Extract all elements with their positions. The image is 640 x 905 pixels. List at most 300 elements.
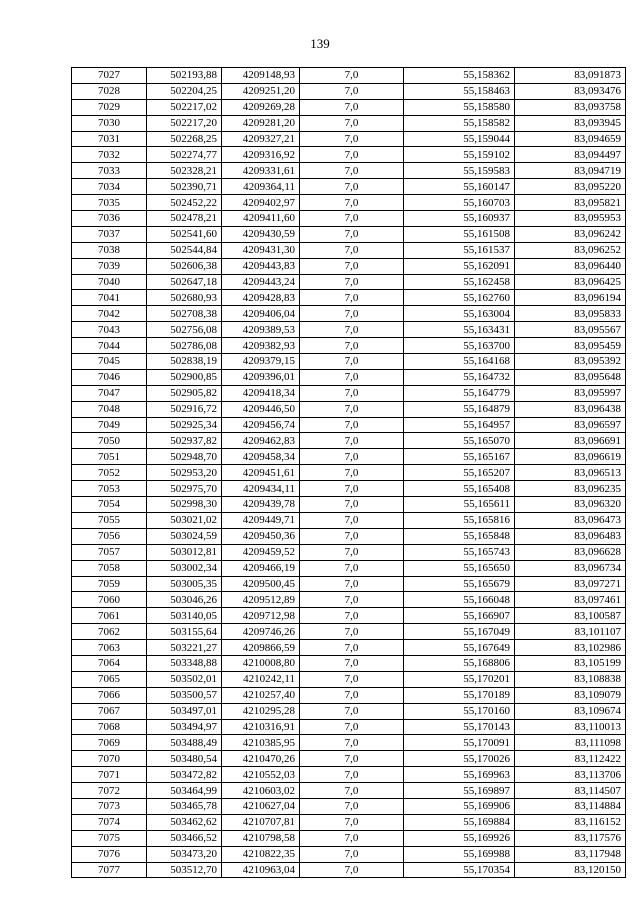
y-coordinate-cell: 4209389,53 — [222, 322, 300, 338]
longitude-cell: 83,096425 — [515, 274, 626, 290]
width-cell: 7,0 — [300, 369, 404, 385]
x-coordinate-cell: 503221,27 — [147, 640, 222, 656]
latitude-cell: 55,161537 — [404, 242, 515, 258]
longitude-cell: 83,120150 — [515, 862, 626, 878]
point-number-cell: 7070 — [72, 751, 147, 767]
y-coordinate-cell: 4209251,20 — [222, 83, 300, 99]
width-cell: 7,0 — [300, 846, 404, 862]
longitude-cell: 83,095459 — [515, 338, 626, 354]
longitude-cell: 83,096438 — [515, 401, 626, 417]
latitude-cell: 55,159044 — [404, 131, 515, 147]
point-number-cell: 7035 — [72, 195, 147, 211]
width-cell: 7,0 — [300, 401, 404, 417]
table-row — [72, 338, 626, 354]
longitude-cell: 83,112422 — [515, 751, 626, 767]
y-coordinate-cell: 4209449,71 — [222, 512, 300, 528]
point-number-cell: 7039 — [72, 258, 147, 274]
x-coordinate-cell: 503512,70 — [147, 862, 222, 878]
y-coordinate-cell: 4209430,59 — [222, 226, 300, 242]
table-row — [72, 751, 626, 767]
x-coordinate-cell: 502680,93 — [147, 290, 222, 306]
longitude-cell: 83,096628 — [515, 544, 626, 560]
point-number-cell: 7064 — [72, 655, 147, 671]
y-coordinate-cell: 4210822,35 — [222, 846, 300, 862]
latitude-cell: 55,160937 — [404, 211, 515, 227]
latitude-cell: 55,169963 — [404, 767, 515, 783]
table-row — [72, 274, 626, 290]
latitude-cell: 55,167649 — [404, 640, 515, 656]
latitude-cell: 55,163431 — [404, 322, 515, 338]
x-coordinate-cell: 502900,85 — [147, 369, 222, 385]
table-row — [72, 497, 626, 513]
width-cell: 7,0 — [300, 179, 404, 195]
latitude-cell: 55,162458 — [404, 274, 515, 290]
longitude-cell: 83,095648 — [515, 369, 626, 385]
width-cell: 7,0 — [300, 528, 404, 544]
x-coordinate-cell: 502217,20 — [147, 115, 222, 131]
y-coordinate-cell: 4209148,93 — [222, 68, 300, 84]
latitude-cell: 55,161508 — [404, 226, 515, 242]
y-coordinate-cell: 4209331,61 — [222, 163, 300, 179]
latitude-cell: 55,166907 — [404, 608, 515, 624]
table-row — [72, 115, 626, 131]
table-row — [72, 481, 626, 497]
table-row — [72, 401, 626, 417]
table-row — [72, 195, 626, 211]
y-coordinate-cell: 4209379,15 — [222, 354, 300, 370]
width-cell: 7,0 — [300, 449, 404, 465]
width-cell: 7,0 — [300, 242, 404, 258]
longitude-cell: 83,095567 — [515, 322, 626, 338]
latitude-cell: 55,160703 — [404, 195, 515, 211]
latitude-cell: 55,162091 — [404, 258, 515, 274]
table-row — [72, 528, 626, 544]
longitude-cell: 83,096252 — [515, 242, 626, 258]
y-coordinate-cell: 4209316,92 — [222, 147, 300, 163]
y-coordinate-cell: 4209443,83 — [222, 258, 300, 274]
width-cell: 7,0 — [300, 798, 404, 814]
x-coordinate-cell: 503140,05 — [147, 608, 222, 624]
table-row — [72, 783, 626, 799]
width-cell: 7,0 — [300, 163, 404, 179]
x-coordinate-cell: 502544,84 — [147, 242, 222, 258]
latitude-cell: 55,165743 — [404, 544, 515, 560]
x-coordinate-cell: 503046,26 — [147, 592, 222, 608]
y-coordinate-cell: 4209466,19 — [222, 560, 300, 576]
longitude-cell: 83,096473 — [515, 512, 626, 528]
width-cell: 7,0 — [300, 814, 404, 830]
table-row — [72, 131, 626, 147]
coordinates-table — [71, 67, 626, 878]
table-row — [72, 512, 626, 528]
y-coordinate-cell: 4209382,93 — [222, 338, 300, 354]
point-number-cell: 7044 — [72, 338, 147, 354]
width-cell: 7,0 — [300, 417, 404, 433]
latitude-cell: 55,164957 — [404, 417, 515, 433]
table-row — [72, 306, 626, 322]
width-cell: 7,0 — [300, 68, 404, 84]
longitude-cell: 83,105199 — [515, 655, 626, 671]
table-row — [72, 767, 626, 783]
longitude-cell: 83,109674 — [515, 703, 626, 719]
x-coordinate-cell: 502606,38 — [147, 258, 222, 274]
table-row — [72, 671, 626, 687]
y-coordinate-cell: 4209396,01 — [222, 369, 300, 385]
point-number-cell: 7043 — [72, 322, 147, 338]
longitude-cell: 83,101107 — [515, 624, 626, 640]
latitude-cell: 55,165070 — [404, 433, 515, 449]
longitude-cell: 83,095953 — [515, 211, 626, 227]
y-coordinate-cell: 4209281,20 — [222, 115, 300, 131]
table-row — [72, 735, 626, 751]
point-number-cell: 7036 — [72, 211, 147, 227]
width-cell: 7,0 — [300, 147, 404, 163]
point-number-cell: 7065 — [72, 671, 147, 687]
y-coordinate-cell: 4209431,30 — [222, 242, 300, 258]
point-number-cell: 7063 — [72, 640, 147, 656]
table-row — [72, 83, 626, 99]
table-row — [72, 814, 626, 830]
longitude-cell: 83,114507 — [515, 783, 626, 799]
latitude-cell: 55,164168 — [404, 354, 515, 370]
latitude-cell: 55,162760 — [404, 290, 515, 306]
x-coordinate-cell: 502756,08 — [147, 322, 222, 338]
point-number-cell: 7062 — [72, 624, 147, 640]
latitude-cell: 55,164879 — [404, 401, 515, 417]
x-coordinate-cell: 503005,35 — [147, 576, 222, 592]
x-coordinate-cell: 502274,77 — [147, 147, 222, 163]
page-number: 139 — [310, 36, 330, 51]
point-number-cell: 7058 — [72, 560, 147, 576]
longitude-cell: 83,093758 — [515, 99, 626, 115]
point-number-cell: 7030 — [72, 115, 147, 131]
latitude-cell: 55,159583 — [404, 163, 515, 179]
y-coordinate-cell: 4209364,11 — [222, 179, 300, 195]
x-coordinate-cell: 502193,88 — [147, 68, 222, 84]
longitude-cell: 83,108838 — [515, 671, 626, 687]
table-row — [72, 830, 626, 846]
longitude-cell: 83,095833 — [515, 306, 626, 322]
latitude-cell: 55,165167 — [404, 449, 515, 465]
width-cell: 7,0 — [300, 99, 404, 115]
y-coordinate-cell: 4209459,52 — [222, 544, 300, 560]
y-coordinate-cell: 4209411,60 — [222, 211, 300, 227]
longitude-cell: 83,096734 — [515, 560, 626, 576]
longitude-cell: 83,094659 — [515, 131, 626, 147]
longitude-cell: 83,093476 — [515, 83, 626, 99]
width-cell: 7,0 — [300, 274, 404, 290]
point-number-cell: 7042 — [72, 306, 147, 322]
longitude-cell: 83,113706 — [515, 767, 626, 783]
y-coordinate-cell: 4210470,26 — [222, 751, 300, 767]
width-cell: 7,0 — [300, 512, 404, 528]
longitude-cell: 83,094719 — [515, 163, 626, 179]
x-coordinate-cell: 502905,82 — [147, 385, 222, 401]
latitude-cell: 55,165207 — [404, 465, 515, 481]
x-coordinate-cell: 503473,20 — [147, 846, 222, 862]
x-coordinate-cell: 503497,01 — [147, 703, 222, 719]
width-cell: 7,0 — [300, 703, 404, 719]
y-coordinate-cell: 4209406,04 — [222, 306, 300, 322]
x-coordinate-cell: 502478,21 — [147, 211, 222, 227]
point-number-cell: 7068 — [72, 719, 147, 735]
point-number-cell: 7059 — [72, 576, 147, 592]
width-cell: 7,0 — [300, 465, 404, 481]
table-row — [72, 846, 626, 862]
table-row — [72, 322, 626, 338]
longitude-cell: 83,096691 — [515, 433, 626, 449]
latitude-cell: 55,168806 — [404, 655, 515, 671]
y-coordinate-cell: 4209462,83 — [222, 433, 300, 449]
longitude-cell: 83,097461 — [515, 592, 626, 608]
point-number-cell: 7061 — [72, 608, 147, 624]
longitude-cell: 83,116152 — [515, 814, 626, 830]
point-number-cell: 7052 — [72, 465, 147, 481]
y-coordinate-cell: 4209269,28 — [222, 99, 300, 115]
point-number-cell: 7071 — [72, 767, 147, 783]
point-number-cell: 7027 — [72, 68, 147, 84]
table-row — [72, 354, 626, 370]
table-row — [72, 640, 626, 656]
latitude-cell: 55,170026 — [404, 751, 515, 767]
longitude-cell: 83,096440 — [515, 258, 626, 274]
longitude-cell: 83,096235 — [515, 481, 626, 497]
y-coordinate-cell: 4210008,80 — [222, 655, 300, 671]
table-row — [72, 687, 626, 703]
longitude-cell: 83,096483 — [515, 528, 626, 544]
point-number-cell: 7034 — [72, 179, 147, 195]
x-coordinate-cell: 503002,34 — [147, 560, 222, 576]
longitude-cell: 83,095392 — [515, 354, 626, 370]
y-coordinate-cell: 4209746,26 — [222, 624, 300, 640]
table-row — [72, 179, 626, 195]
y-coordinate-cell: 4210603,02 — [222, 783, 300, 799]
longitude-cell: 83,093945 — [515, 115, 626, 131]
x-coordinate-cell: 503465,78 — [147, 798, 222, 814]
latitude-cell: 55,159102 — [404, 147, 515, 163]
latitude-cell: 55,170201 — [404, 671, 515, 687]
x-coordinate-cell: 502452,22 — [147, 195, 222, 211]
longitude-cell: 83,096513 — [515, 465, 626, 481]
table-row — [72, 147, 626, 163]
y-coordinate-cell: 4209446,50 — [222, 401, 300, 417]
point-number-cell: 7045 — [72, 354, 147, 370]
longitude-cell: 83,094497 — [515, 147, 626, 163]
width-cell: 7,0 — [300, 624, 404, 640]
x-coordinate-cell: 502948,70 — [147, 449, 222, 465]
point-number-cell: 7073 — [72, 798, 147, 814]
width-cell: 7,0 — [300, 735, 404, 751]
table-body — [72, 68, 626, 878]
point-number-cell: 7041 — [72, 290, 147, 306]
x-coordinate-cell: 502786,08 — [147, 338, 222, 354]
latitude-cell: 55,165848 — [404, 528, 515, 544]
x-coordinate-cell: 502390,71 — [147, 179, 222, 195]
point-number-cell: 7069 — [72, 735, 147, 751]
x-coordinate-cell: 502217,02 — [147, 99, 222, 115]
x-coordinate-cell: 503480,54 — [147, 751, 222, 767]
latitude-cell: 55,164779 — [404, 385, 515, 401]
longitude-cell: 83,117948 — [515, 846, 626, 862]
y-coordinate-cell: 4209402,97 — [222, 195, 300, 211]
table-row — [72, 465, 626, 481]
point-number-cell: 7047 — [72, 385, 147, 401]
y-coordinate-cell: 4209456,74 — [222, 417, 300, 433]
y-coordinate-cell: 4209512,89 — [222, 592, 300, 608]
point-number-cell: 7028 — [72, 83, 147, 99]
x-coordinate-cell: 502925,34 — [147, 417, 222, 433]
table-row — [72, 433, 626, 449]
table-row — [72, 560, 626, 576]
longitude-cell: 83,111098 — [515, 735, 626, 751]
latitude-cell: 55,160147 — [404, 179, 515, 195]
y-coordinate-cell: 4209450,36 — [222, 528, 300, 544]
latitude-cell: 55,158362 — [404, 68, 515, 84]
latitude-cell: 55,166048 — [404, 592, 515, 608]
width-cell: 7,0 — [300, 338, 404, 354]
y-coordinate-cell: 4210295,28 — [222, 703, 300, 719]
y-coordinate-cell: 4210385,95 — [222, 735, 300, 751]
table-row — [72, 258, 626, 274]
width-cell: 7,0 — [300, 544, 404, 560]
x-coordinate-cell: 503466,52 — [147, 830, 222, 846]
y-coordinate-cell: 4209418,34 — [222, 385, 300, 401]
width-cell: 7,0 — [300, 211, 404, 227]
x-coordinate-cell: 503472,82 — [147, 767, 222, 783]
width-cell: 7,0 — [300, 719, 404, 735]
point-number-cell: 7055 — [72, 512, 147, 528]
width-cell: 7,0 — [300, 830, 404, 846]
width-cell: 7,0 — [300, 608, 404, 624]
x-coordinate-cell: 502204,25 — [147, 83, 222, 99]
point-number-cell: 7067 — [72, 703, 147, 719]
longitude-cell: 83,102986 — [515, 640, 626, 656]
width-cell: 7,0 — [300, 306, 404, 322]
latitude-cell: 55,165816 — [404, 512, 515, 528]
x-coordinate-cell: 503024,59 — [147, 528, 222, 544]
width-cell: 7,0 — [300, 290, 404, 306]
x-coordinate-cell: 502647,18 — [147, 274, 222, 290]
point-number-cell: 7049 — [72, 417, 147, 433]
table-row — [72, 608, 626, 624]
y-coordinate-cell: 4209434,11 — [222, 481, 300, 497]
longitude-cell: 83,100587 — [515, 608, 626, 624]
x-coordinate-cell: 503348,88 — [147, 655, 222, 671]
longitude-cell: 83,109079 — [515, 687, 626, 703]
y-coordinate-cell: 4209327,21 — [222, 131, 300, 147]
point-number-cell: 7048 — [72, 401, 147, 417]
width-cell: 7,0 — [300, 751, 404, 767]
x-coordinate-cell: 503500,57 — [147, 687, 222, 703]
latitude-cell: 55,158582 — [404, 115, 515, 131]
table-row — [72, 369, 626, 385]
y-coordinate-cell: 4209458,34 — [222, 449, 300, 465]
latitude-cell: 55,158580 — [404, 99, 515, 115]
x-coordinate-cell: 503155,64 — [147, 624, 222, 640]
longitude-cell: 83,095220 — [515, 179, 626, 195]
longitude-cell: 83,096320 — [515, 497, 626, 513]
point-number-cell: 7060 — [72, 592, 147, 608]
x-coordinate-cell: 502708,38 — [147, 306, 222, 322]
point-number-cell: 7053 — [72, 481, 147, 497]
width-cell: 7,0 — [300, 385, 404, 401]
point-number-cell: 7050 — [72, 433, 147, 449]
y-coordinate-cell: 4209428,83 — [222, 290, 300, 306]
y-coordinate-cell: 4210316,91 — [222, 719, 300, 735]
latitude-cell: 55,163700 — [404, 338, 515, 354]
y-coordinate-cell: 4209439,78 — [222, 497, 300, 513]
x-coordinate-cell: 502838,19 — [147, 354, 222, 370]
latitude-cell: 55,169884 — [404, 814, 515, 830]
width-cell: 7,0 — [300, 433, 404, 449]
table-row — [72, 703, 626, 719]
x-coordinate-cell: 503464,99 — [147, 783, 222, 799]
latitude-cell: 55,169906 — [404, 798, 515, 814]
y-coordinate-cell: 4210242,11 — [222, 671, 300, 687]
point-number-cell: 7032 — [72, 147, 147, 163]
table-row — [72, 655, 626, 671]
latitude-cell: 55,170160 — [404, 703, 515, 719]
longitude-cell: 83,097271 — [515, 576, 626, 592]
y-coordinate-cell: 4210798,58 — [222, 830, 300, 846]
latitude-cell: 55,165650 — [404, 560, 515, 576]
table-row — [72, 862, 626, 878]
table-row — [72, 544, 626, 560]
point-number-cell: 7046 — [72, 369, 147, 385]
longitude-cell: 83,096597 — [515, 417, 626, 433]
x-coordinate-cell: 502998,30 — [147, 497, 222, 513]
point-number-cell: 7031 — [72, 131, 147, 147]
y-coordinate-cell: 4210627,04 — [222, 798, 300, 814]
latitude-cell: 55,158463 — [404, 83, 515, 99]
width-cell: 7,0 — [300, 481, 404, 497]
longitude-cell: 83,096619 — [515, 449, 626, 465]
width-cell: 7,0 — [300, 226, 404, 242]
latitude-cell: 55,169926 — [404, 830, 515, 846]
latitude-cell: 55,170091 — [404, 735, 515, 751]
y-coordinate-cell: 4209500,45 — [222, 576, 300, 592]
table-row — [72, 242, 626, 258]
width-cell: 7,0 — [300, 783, 404, 799]
table-row — [72, 417, 626, 433]
point-number-cell: 7077 — [72, 862, 147, 878]
x-coordinate-cell: 502541,60 — [147, 226, 222, 242]
table-row — [72, 576, 626, 592]
point-number-cell: 7076 — [72, 846, 147, 862]
latitude-cell: 55,165679 — [404, 576, 515, 592]
longitude-cell: 83,095821 — [515, 195, 626, 211]
width-cell: 7,0 — [300, 497, 404, 513]
width-cell: 7,0 — [300, 655, 404, 671]
x-coordinate-cell: 502328,21 — [147, 163, 222, 179]
latitude-cell: 55,164732 — [404, 369, 515, 385]
x-coordinate-cell: 503012,81 — [147, 544, 222, 560]
point-number-cell: 7054 — [72, 497, 147, 513]
y-coordinate-cell: 4210963,04 — [222, 862, 300, 878]
x-coordinate-cell: 502975,70 — [147, 481, 222, 497]
point-number-cell: 7038 — [72, 242, 147, 258]
width-cell: 7,0 — [300, 671, 404, 687]
latitude-cell: 55,170189 — [404, 687, 515, 703]
y-coordinate-cell: 4210552,03 — [222, 767, 300, 783]
latitude-cell: 55,170354 — [404, 862, 515, 878]
table-row — [72, 99, 626, 115]
point-number-cell: 7040 — [72, 274, 147, 290]
width-cell: 7,0 — [300, 322, 404, 338]
x-coordinate-cell: 503021,02 — [147, 512, 222, 528]
longitude-cell: 83,096194 — [515, 290, 626, 306]
latitude-cell: 55,170143 — [404, 719, 515, 735]
